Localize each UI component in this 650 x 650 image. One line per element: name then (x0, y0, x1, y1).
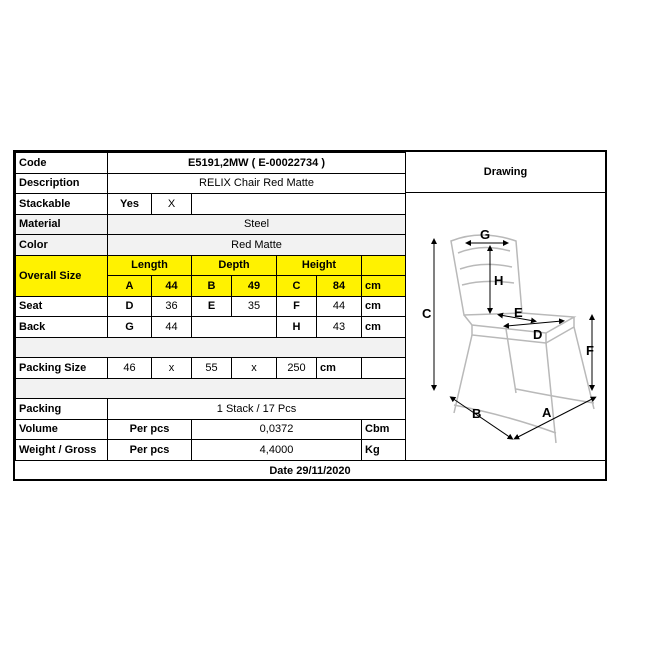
seat-unit: cm (362, 296, 406, 317)
stackable-label: Stackable (16, 194, 108, 215)
row-code (16, 153, 406, 174)
spacer-cell (16, 337, 406, 358)
date-footer: Date 29/11/2020 (15, 460, 605, 480)
seat-label: Seat (16, 296, 108, 317)
stackable-mark: X (152, 194, 192, 215)
spec-table (15, 152, 406, 461)
back-h: H (277, 317, 317, 338)
row-packing (16, 399, 406, 420)
spacer-cell (16, 378, 406, 399)
dimension-g-label: G (480, 227, 491, 242)
row-material (16, 214, 406, 235)
description-value: RELIX Chair Red Matte (108, 173, 406, 194)
row-stackable (16, 194, 406, 215)
dimension-h-label: H (494, 273, 504, 288)
weight-value: 4,4000 (192, 440, 362, 461)
dimension-c-label: C (422, 306, 432, 321)
row-weight (16, 440, 406, 461)
seat-f: F (277, 296, 317, 317)
weight-label: Weight / Gross (16, 440, 108, 461)
dimension-f-label: F (586, 343, 594, 358)
back-h-value: 43 (317, 317, 362, 338)
row-color (16, 235, 406, 256)
drawing-title: Drawing (405, 152, 605, 193)
row-description (16, 173, 406, 194)
volume-unit: Cbm (362, 419, 406, 440)
seat-e: E (192, 296, 232, 317)
weight-per: Per pcs (108, 440, 192, 461)
overall-a: A (108, 276, 152, 297)
overall-c: C (277, 276, 317, 297)
row-seat (16, 296, 406, 317)
stackable-yes: Yes (108, 194, 152, 215)
seat-e-value: 35 (232, 296, 277, 317)
code-value: E5191,2MW ( E-00022734 ) (108, 153, 406, 174)
back-g: G (108, 317, 152, 338)
packing-size-v2: 55 (192, 358, 232, 379)
dimension-a-label: A (542, 405, 552, 420)
packing-size-x1: x (152, 358, 192, 379)
dimension-b-line (452, 398, 511, 438)
row-overall-head (16, 255, 406, 276)
overall-unit: cm (362, 276, 406, 297)
material-label: Material (16, 214, 108, 235)
overall-b: B (192, 276, 232, 297)
overall-depth: Depth (192, 255, 277, 276)
back-g-value: 44 (152, 317, 192, 338)
dimension-b-label: B (472, 406, 482, 421)
volume-per: Per pcs (108, 419, 192, 440)
volume-label: Volume (16, 419, 108, 440)
packing-size-empty (362, 358, 406, 379)
packing-label: Packing (16, 399, 108, 420)
overall-b-value: 49 (232, 276, 277, 297)
material-value: Steel (108, 214, 406, 235)
volume-value: 0,0372 (192, 419, 362, 440)
overall-label: Overall Size (16, 255, 108, 296)
back-label: Back (16, 317, 108, 338)
color-value: Red Matte (108, 235, 406, 256)
spec-sheet (13, 150, 607, 481)
overall-c-value: 84 (317, 276, 362, 297)
description-label: Description (16, 173, 108, 194)
back-unit: cm (362, 317, 406, 338)
packing-size-label: Packing Size (16, 358, 108, 379)
dimension-d-line (506, 321, 562, 326)
packing-value: 1 Stack / 17 Pcs (108, 399, 406, 420)
overall-length: Length (108, 255, 192, 276)
seat-d-value: 36 (152, 296, 192, 317)
dimension-e-label: E (514, 305, 523, 320)
overall-height: Height (277, 255, 362, 276)
row-spacer-2 (16, 378, 406, 399)
back-empty (192, 317, 277, 338)
dimension-d-label: D (533, 327, 543, 342)
overall-a-value: 44 (152, 276, 192, 297)
row-packing-size (16, 358, 406, 379)
packing-size-v3: 250 (277, 358, 317, 379)
packing-size-unit: cm (317, 358, 362, 379)
row-back (16, 317, 406, 338)
stackable-empty (192, 194, 406, 215)
color-label: Color (16, 235, 108, 256)
chair-diagram (406, 193, 604, 458)
weight-unit: Kg (362, 440, 406, 461)
code-label: Code (16, 153, 108, 174)
overall-head-empty (362, 255, 406, 276)
row-volume (16, 419, 406, 440)
seat-f-value: 44 (317, 296, 362, 317)
packing-size-v1: 46 (108, 358, 152, 379)
seat-d: D (108, 296, 152, 317)
chair-drawing (405, 193, 605, 460)
packing-size-x2: x (232, 358, 277, 379)
row-spacer-1 (16, 337, 406, 358)
